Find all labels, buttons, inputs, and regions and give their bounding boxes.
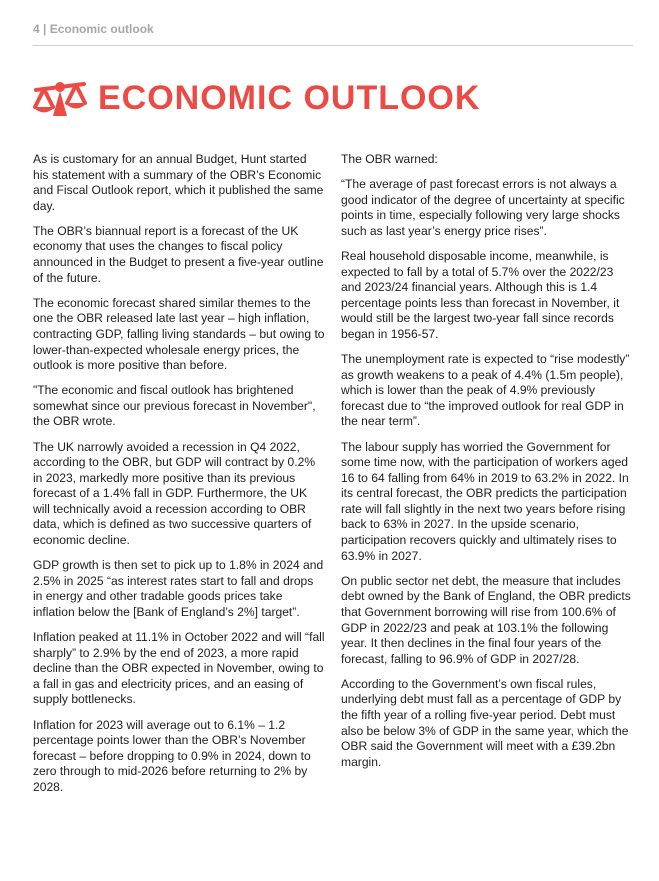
paragraph: The labour supply has worried the Government for some time now, with the participation of workers aged 16 to 64 falling from 64% in 2019 to 63.2% in 2022. In its central forecast, the OBR predicts the participation rate will fall slightly in the next two years before rising back to 63% in 2027. In the upside scenario, participation recovers quickly and ultimately rises to 63.9% in 2027. [341,439,629,563]
paragraph: Inflation for 2023 will average out to 6.1% – 1.2 percentage points lower than the OBR’s November forecast – before dropping to 0.9% in 2024, down to zero through to mid-2026 before returning to 2% by 2028. [33,717,311,794]
right-column [341,152,633,780]
left-column [33,152,325,805]
page-title: ECONOMIC OUTLOOK [98,79,481,117]
paragraph: According to the Government’s own fiscal rules, underlying debt must fall as a percentage of GDP by the fifth year of a rolling five-year period. Debt must also be below 3% of GDP in the same year, which the OBR said the Government will meet with a £39.2bn margin. [341,676,629,769]
paragraph: "The economic and fiscal outlook has brightened somewhat since our previous forecast in November", the OBR wrote. [33,383,316,429]
scales-icon [32,76,88,120]
paragraph: On public sector net debt, the measure that includes debt owned by the Bank of England, the OBR predicts that Government borrowing will rise from 100.6% of GDP in 2022/23 and peak at 103.1% the following year. It then declines in the final four years of the forecast, falling to 96.9% of GDP in 2027/28. [341,573,631,666]
paragraph: Inflation peaked at 11.1% in October 2022 and will “fall sharply” to 2.9% by the end of 2023, a more rapid decline than the OBR expected in November, owing to a fall in gas and electricity prices, and an easing of supply bottlenecks. [33,630,325,707]
section-heading [32,74,480,122]
paragraph: The OBR warned: [341,152,438,166]
paragraph: Real household disposable income, meanwhile, is expected to fall by a total of 5.7% over the 2022/23 and 2023/24 financial years. Although this is 1.4 percentage points less than forecast in November, it would still be the largest two-year fall since records began in 1956-57. [341,248,620,341]
paragraph: “The average of past forecast errors is not always a good indicator of the degree of uncertainty at specific points in time, especially following very large shocks such as last year’s energy price rises”. [341,177,625,238]
paragraph: The OBR’s biannual report is a forecast of the UK economy that uses the changes to fiscal policy announced in the Budget to present a five-year outline of the future. [33,223,324,285]
paragraph: GDP growth is then set to pick up to 1.8% in 2024 and 2.5% in 2025 “as interest rates start to fall and drops in energy and other tradable goods prices take inflation below the [Bank of England’s 2%] target”. [33,558,324,619]
paragraph: The UK narrowly avoided a recession in Q4 2022, according to the OBR, but GDP will contract by 0.2% in 2023, markedly more positive than its previous forecast of a 1.4% fall in GDP. Furthermore, the UK will technically avoid a recession according to OBR data, which is defined as two successive quarters of economic decline. [33,439,316,548]
paragraph: The economic forecast shared similar themes to the one the OBR released late last year – high inflation, contracting GDP, falling living standards – but owing to lower-than-expected wholesale energy prices, the outlook is more positive than before. [33,295,325,373]
paragraph: The unemployment rate is expected to “rise modestly” as growth weakens to a peak of 4.4% (1.5m people), which is lower than the peak of 4.9% previously forecast due to “the improved outlook for real GDP in the near term”. [341,352,630,429]
header-divider [33,45,633,46]
paragraph: As is customary for an annual Budget, Hunt started his statement with a summary of the OBR’s Economic and Fiscal Outlook report, which it published the same day. [33,152,324,213]
page-header: 4 | Economic outlook [33,22,154,36]
